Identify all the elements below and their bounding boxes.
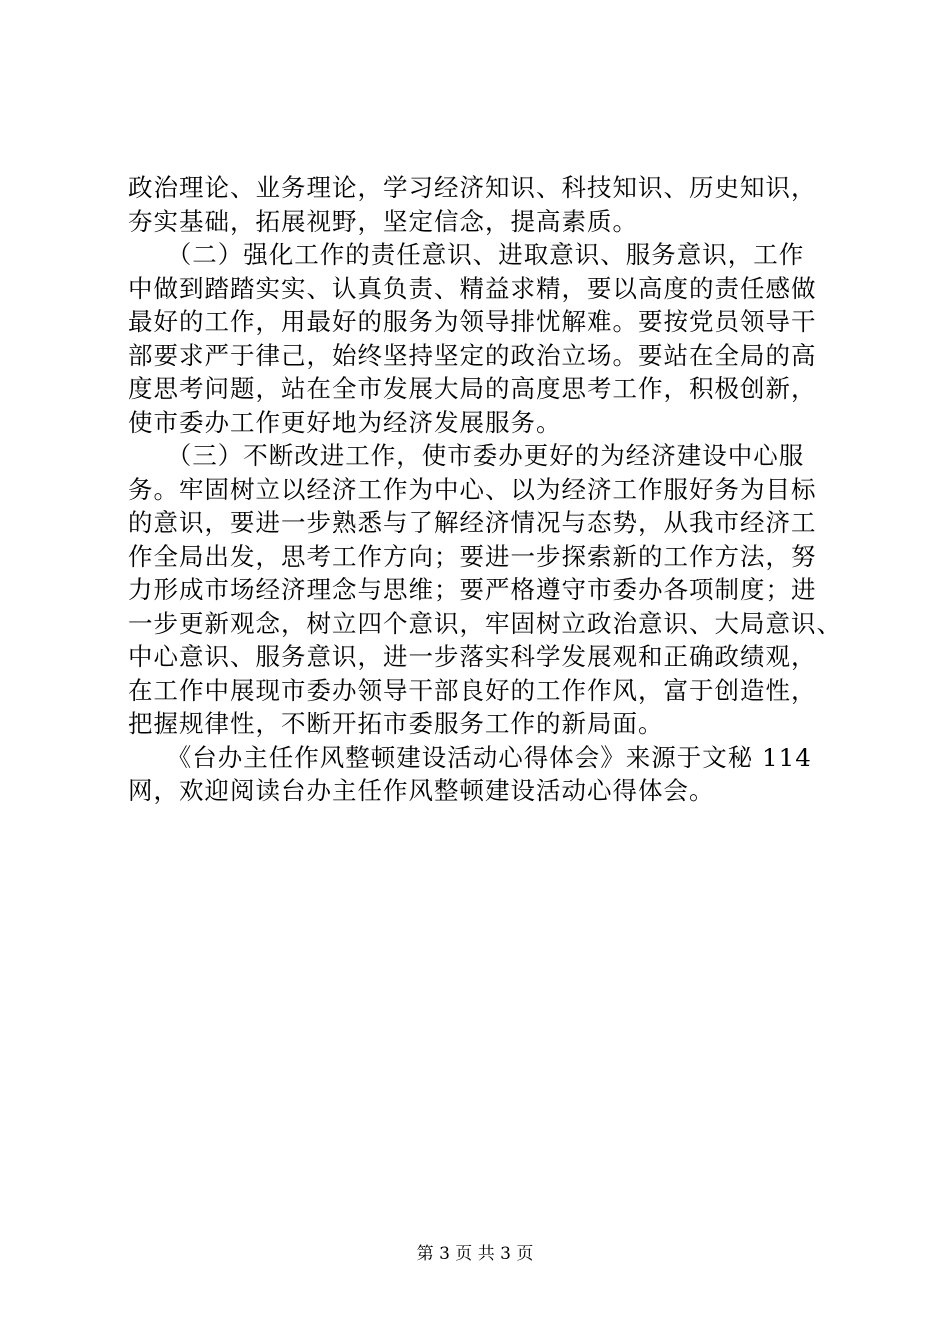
text-line: 网，欢迎阅读台办主任作风整顿建设活动心得体会。 — [128, 776, 715, 805]
text-line: 政治理论、业务理论，学习经济知识、科技知识、历史知识， — [128, 173, 817, 202]
text-line: 一步更新观念，树立四个意识，牢固树立政治意识、大局意识、 — [128, 608, 842, 638]
text-line: 力形成市场经济理念与思维；要严格遵守市委办各项制度；进 — [128, 575, 817, 604]
text-line: 把握规律性，不断开拓市委服务工作的新局面。 — [128, 709, 664, 738]
text-line: （三）不断改进工作，使市委办更好的为经济建设中心服 — [128, 441, 805, 470]
text-line: 最好的工作，用最好的服务为领导排忧解难。要按党员领导干 — [128, 307, 817, 336]
document-body — [128, 171, 858, 808]
text-line: 中心意识、服务意识，进一步落实科学发展观和正确政绩观， — [128, 642, 817, 671]
text-line: 务。牢固树立以经济工作为中心、以为经济工作服好务为目标 — [128, 474, 817, 504]
text-line: 度思考问题，站在全市发展大局的高度思考工作，积极创新， — [128, 374, 817, 403]
text-line: （二）强化工作的责任意识、进取意识、服务意识，工作 — [128, 240, 805, 269]
text-line: 部要求严于律己，始终坚持坚定的政治立场。要站在全局的高 — [128, 340, 817, 370]
text-line: 的意识，要进一步熟悉与了解经济情况与态势，从我市经济工 — [128, 508, 817, 537]
text-line: 在工作中展现市委办领导干部良好的工作作风，富于创造性， — [128, 675, 817, 705]
text-line: 使市委办工作更好地为经济发展服务。 — [128, 407, 562, 437]
text-line: 夯实基础，拓展视野，坚定信念，提高素质。 — [128, 206, 638, 236]
text-line: 作全局出发，思考工作方向；要进一步探索新的工作方法，努 — [128, 541, 817, 571]
text-line: 中做到踏踏实实、认真负责、精益求精，要以高度的责任感做 — [128, 273, 817, 303]
text-line: 《台办主任作风整顿建设活动心得体会》来源于文秘 114 — [128, 742, 812, 772]
page-number-label: 第 3 页 共 3 页 — [416, 1244, 534, 1264]
page-footer — [0, 1244, 950, 1264]
